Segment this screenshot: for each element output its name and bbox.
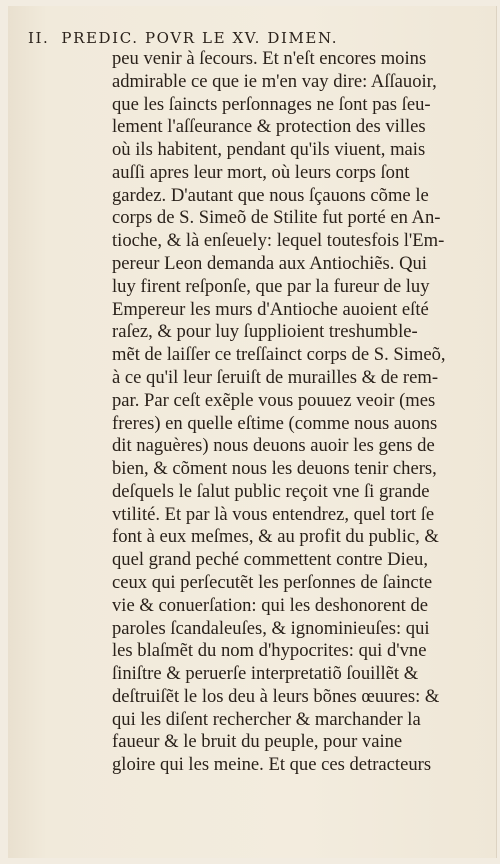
text-line: gloire qui les meine. Et que ces detracteurs [112,754,432,776]
text-line: ceux qui perſecutẽt les perſonnes de ſaincte [112,571,433,593]
text-line: mẽt de laiſſer ce treſſainct corps de S. Simeõ, [112,344,446,366]
text-line: ſiniſtre & peruerſe interpretatiõ ſouillẽt & [112,663,419,685]
text-line: font à eux meſmes, & au profit du public, & [112,526,439,548]
text-line: où ils habitent, pendant qu'ils viuent, mais [112,139,426,161]
text-line: corps de S. Simeõ de Stilite fut porté en An- [112,207,441,229]
text-line: que les ſaincts perſonnages ne ſont pas ſeu- [112,93,431,115]
text-line: vie & conuerſation: qui les deshonorent de [112,594,429,616]
text-line: bien, & cõment nous les deuons tenir chers, [112,458,437,480]
text-line: raſez, & pour luy ſupplioient treshumble- [112,321,418,343]
text-line: Empereur les murs d'Antioche auoient eſté [112,298,429,320]
text-line: luy firent reſponſe, que par la fureur de luy [112,275,430,297]
text-line: tioche, & là enſeuely: lequel toutesfois l'Em- [112,230,445,252]
text-line: par. Par ceſt exẽple vous pouuez veoir (mes [112,389,436,411]
text-line: auſſi apres leur mort, où leurs corps ſont [112,161,410,183]
text-line: vtilité. Et par là vous entendrez, quel tort ſe [112,503,435,525]
text-line: gardez. D'autant que nous ſçauons cõme le [112,184,429,206]
text-line: dit naguères) nous deuons auoir les gens de [112,435,435,457]
page-number: II. [28,29,50,47]
running-title: PREDIC. POVR LE XV. DIMEN. [61,29,339,47]
text-line: admirable ce que ie m'en vay dire: Aſſauoir, [112,70,437,92]
text-line: faueur & le bruit du peuple, pour vaine [112,731,403,753]
text-line: deſtruiſẽt le los deu à leurs bõnes œuures: & [112,685,440,707]
text-line: paroles ſcandaleuſes, & ignominieuſes: qui [112,617,430,639]
text-line: qui les diſent rechercher & marchander la [112,708,421,730]
text-line: quel grand peché commettent contre Dieu, [112,549,428,571]
text-line: lement l'aſſeurance & protection des villes [112,116,426,138]
text-body [112,48,470,777]
text-line: pereur Leon demanda aux Antiochiẽs. Qui [112,253,427,275]
text-line: peu venir à ſecours. Et n'eſt encores moins [112,48,427,69]
text-line: freres) en quelle eſtime (comme nous auons [112,412,438,434]
text-line: deſquels le ſalut public reçoit vne ſi grande [112,480,430,502]
text-line: à ce qu'il leur ſeruiſt de murailles & de rem- [112,366,439,388]
text-line: les blaſmẽt du nom d'hypocrites: qui d'vne [112,640,427,662]
running-header [28,29,468,47]
